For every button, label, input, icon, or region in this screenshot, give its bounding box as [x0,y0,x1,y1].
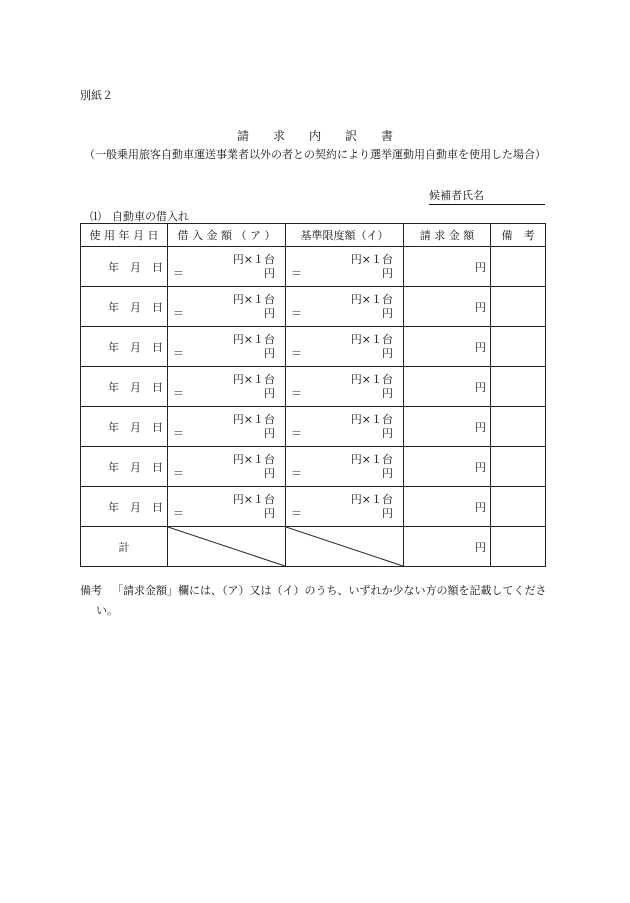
equals-sign: ＝ [173,307,184,320]
attachment-number: 別紙２ [80,89,113,102]
table-row [81,447,546,487]
remarks-cell[interactable] [491,407,546,447]
yen-unit: 円 [382,507,393,520]
remarks-cell[interactable] [491,447,546,487]
total-request-amount: 円 [404,527,491,567]
note-text-line1: 「請求金額」欄には、（ア）又は（イ）のうち、いずれか少ない方の額を記載してくださ [112,584,547,597]
request-amount-cell[interactable]: 円 [404,247,491,287]
rate-text: 円×１台 [350,373,393,386]
rate-text: 円×１台 [350,493,393,506]
note-label: 備考 [80,584,102,597]
request-amount-cell[interactable]: 円 [404,407,491,447]
rate-text: 円×１台 [350,453,393,466]
rate-text: 円×１台 [232,453,275,466]
remarks-cell[interactable] [491,287,546,327]
loan-amount-cell[interactable] [168,487,286,527]
candidate-name-field [429,187,545,205]
table-row [81,487,546,527]
equals-sign: ＝ [173,467,184,480]
equals-sign: ＝ [291,347,302,360]
limit-amount-cell[interactable] [286,487,404,527]
total-loan-empty [168,527,286,567]
equals-sign: ＝ [291,387,302,400]
diagonal-strike [286,527,403,566]
rate-text: 円×１台 [232,253,275,266]
equals-sign: ＝ [173,267,184,280]
loan-amount-cell[interactable] [168,407,286,447]
yen-unit: 円 [264,267,275,280]
equals-sign: ＝ [173,347,184,360]
rate-text: 円×１台 [350,333,393,346]
rate-text: 円×１台 [232,493,275,506]
rate-text: 円×１台 [350,413,393,426]
loan-amount-cell[interactable] [168,447,286,487]
rate-text: 円×１台 [232,413,275,426]
date-cell[interactable]: 年 月 日 [81,447,168,487]
yen-unit: 円 [382,267,393,280]
loan-amount-cell[interactable] [168,247,286,287]
yen-unit: 円 [382,347,393,360]
request-amount-cell[interactable]: 円 [404,367,491,407]
rate-text: 円×１台 [232,333,275,346]
rate-text: 円×１台 [350,253,393,266]
table-row [81,247,546,287]
col-loan-amount-header: 借 入 金 額 （ ア ） [168,224,286,247]
total-limit-empty [286,527,404,567]
table-row [81,287,546,327]
remarks-cell[interactable] [491,367,546,407]
yen-unit: 円 [264,307,275,320]
col-limit-amount-header: 基準限度額（イ） [286,224,404,247]
yen-unit: 円 [382,307,393,320]
equals-sign: ＝ [291,307,302,320]
yen-unit: 円 [264,387,275,400]
col-remarks-header: 備 考 [491,224,546,247]
document-subtitle: （一般乗用旅客自動車運送事業者以外の者との契約により選挙運動用自動車を使用した場合） [84,148,546,161]
yen-unit: 円 [264,467,275,480]
breakdown-table [80,223,546,567]
table-row [81,327,546,367]
table-header-row [81,224,546,247]
remarks-cell[interactable] [491,487,546,527]
document-title: 請 求 内 訳 書 [236,129,393,143]
remarks-cell[interactable] [491,327,546,367]
total-remarks [491,527,546,567]
loan-amount-cell[interactable] [168,287,286,327]
request-amount-cell[interactable]: 円 [404,287,491,327]
diagonal-strike [168,527,285,566]
equals-sign: ＝ [291,427,302,440]
loan-amount-cell[interactable] [168,367,286,407]
yen-unit: 円 [264,507,275,520]
limit-amount-cell[interactable] [286,287,404,327]
limit-amount-cell[interactable] [286,447,404,487]
yen-unit: 円 [382,467,393,480]
limit-amount-cell[interactable] [286,407,404,447]
equals-sign: ＝ [291,467,302,480]
rate-text: 円×１台 [232,373,275,386]
limit-amount-cell[interactable] [286,327,404,367]
note-text-line2: い。 [96,604,118,617]
equals-sign: ＝ [173,387,184,400]
remarks-note [80,581,550,621]
loan-amount-cell[interactable] [168,327,286,367]
candidate-name-label: 候補者氏名 [429,189,484,202]
date-cell[interactable]: 年 月 日 [81,367,168,407]
limit-amount-cell[interactable] [286,247,404,287]
date-cell[interactable]: 年 月 日 [81,487,168,527]
section-heading: ⑴ 自動車の借入れ [90,210,189,223]
request-amount-cell[interactable]: 円 [404,327,491,367]
equals-sign: ＝ [291,507,302,520]
request-amount-cell[interactable]: 円 [404,487,491,527]
date-cell[interactable]: 年 月 日 [81,407,168,447]
request-amount-cell[interactable]: 円 [404,447,491,487]
yen-unit: 円 [382,387,393,400]
rate-text: 円×１台 [232,293,275,306]
rate-text: 円×１台 [350,293,393,306]
table-row [81,367,546,407]
limit-amount-cell[interactable] [286,367,404,407]
table-body [81,247,546,567]
equals-sign: ＝ [291,267,302,280]
table-row [81,407,546,447]
date-cell[interactable]: 年 月 日 [81,287,168,327]
yen-unit: 円 [264,427,275,440]
yen-unit: 円 [382,427,393,440]
equals-sign: ＝ [173,427,184,440]
col-request-amount-header: 請 求 金 額 [404,224,491,247]
remarks-cell[interactable] [491,247,546,287]
total-label: 計 [81,527,168,567]
date-cell[interactable]: 年 月 日 [81,327,168,367]
equals-sign: ＝ [173,507,184,520]
col-date-header: 使 用 年 月 日 [81,224,168,247]
total-row [81,527,546,567]
yen-unit: 円 [264,347,275,360]
date-cell[interactable]: 年 月 日 [81,247,168,287]
